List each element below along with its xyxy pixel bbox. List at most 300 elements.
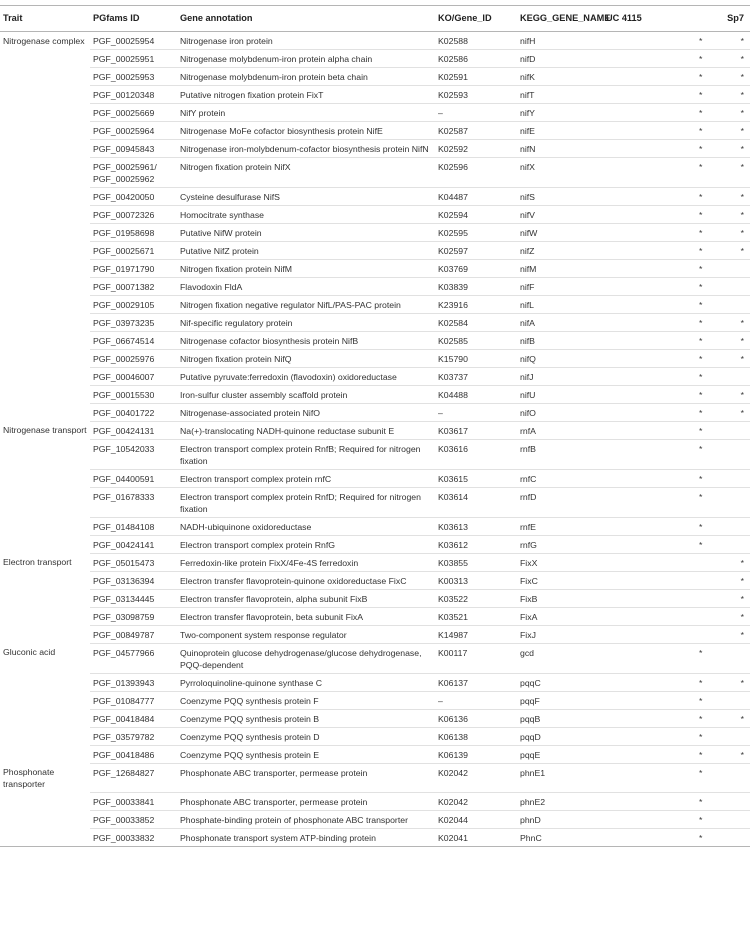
sp7-mark <box>699 278 750 296</box>
trait-cell: Nitrogenase transport <box>3 425 87 435</box>
pgfams-id: PGF_01958698 <box>90 224 177 242</box>
kegg-gene-name: FixJ <box>517 626 603 644</box>
table-row <box>0 104 750 122</box>
uc4115-mark: * <box>603 644 699 674</box>
gene-annotation: Nitrogenase cofactor biosynthesis protein NifB <box>177 332 435 350</box>
table-row <box>0 386 750 404</box>
gene-annotation: Electron transfer flavoprotein, beta subunit FixA <box>177 608 435 626</box>
pgfams-id: PGF_00072326 <box>90 206 177 224</box>
sp7-mark <box>699 488 750 518</box>
table-row <box>0 224 750 242</box>
pgfams-id: PGF_00025671 <box>90 242 177 260</box>
pgfams-id: PGF_12684827 <box>90 764 177 793</box>
table-row <box>0 674 750 692</box>
table-row <box>0 746 750 764</box>
sp7-mark: * <box>699 404 750 422</box>
pgfams-id: PGF_04400591 <box>90 470 177 488</box>
trait-cell <box>0 206 90 224</box>
pgfams-id: PGF_00015530 <box>90 386 177 404</box>
sp7-mark: * <box>699 206 750 224</box>
sp7-mark: * <box>699 224 750 242</box>
trait-cell <box>0 674 90 692</box>
sp7-mark: * <box>699 158 750 188</box>
ko-gene-id: K03615 <box>435 470 517 488</box>
kegg-gene-name: nifB <box>517 332 603 350</box>
sp7-mark <box>699 296 750 314</box>
pgfams-id: PGF_00424131 <box>90 422 177 440</box>
sp7-mark <box>699 764 750 793</box>
pgfams-id: PGF_00424141 <box>90 536 177 554</box>
sp7-mark: * <box>699 122 750 140</box>
table-row <box>0 764 750 793</box>
kegg-gene-name: FixB <box>517 590 603 608</box>
pgfams-id: PGF_00418484 <box>90 710 177 728</box>
table-row <box>0 728 750 746</box>
kegg-gene-name: nifH <box>520 35 536 46</box>
pgfams-id: PGF_00025669 <box>90 104 177 122</box>
table-body <box>0 32 750 847</box>
ko-gene-id: K06136 <box>435 710 517 728</box>
gene-annotation: Putative nitrogen fixation protein FixT <box>177 86 435 104</box>
table-row <box>0 188 750 206</box>
table-row <box>0 278 750 296</box>
sp7-mark: * <box>699 140 750 158</box>
uc4115-mark: * <box>603 140 699 158</box>
kegg-gene-name: nifL <box>517 296 603 314</box>
gene-annotation: Phosphonate ABC transporter, permease protein <box>177 764 435 793</box>
uc4115-mark: * <box>603 332 699 350</box>
kegg-gene-name: rnfC <box>517 470 603 488</box>
table-row <box>0 692 750 710</box>
uc4115-mark: * <box>603 188 699 206</box>
gene-annotation: NifY protein <box>177 104 435 122</box>
ko-gene-id: K02041 <box>435 829 517 847</box>
gene-annotation: Coenzyme PQQ synthesis protein E <box>177 746 435 764</box>
sp7-mark: * <box>699 332 750 350</box>
gene-annotation: Electron transfer flavoprotein-quinone oxidoreductase FixC <box>177 572 435 590</box>
ko-gene-id: K02584 <box>435 314 517 332</box>
sp7-mark: * <box>740 35 744 46</box>
uc4115-mark: * <box>603 674 699 692</box>
table-row <box>0 314 750 332</box>
sp7-mark <box>699 644 750 674</box>
kegg-gene-name: pqqC <box>517 674 603 692</box>
pgfams-id: PGF_00025953 <box>90 68 177 86</box>
uc4115-mark: * <box>603 536 699 554</box>
ko-gene-id: K06137 <box>435 674 517 692</box>
sp7-mark: * <box>699 86 750 104</box>
ko-gene-id: K02594 <box>435 206 517 224</box>
pgfams-id: PGF_00025954 <box>93 35 155 46</box>
uc4115-mark: * <box>603 710 699 728</box>
kegg-gene-name: FixC <box>517 572 603 590</box>
kegg-gene-name: nifA <box>517 314 603 332</box>
sp7-mark <box>699 728 750 746</box>
kegg-gene-name: nifE <box>517 122 603 140</box>
trait-cell <box>0 746 90 764</box>
gene-annotation: Two-component system response regulator <box>177 626 435 644</box>
trait-cell <box>0 518 90 536</box>
gene-annotation: Putative NifZ protein <box>177 242 435 260</box>
ko-gene-id: K02587 <box>435 122 517 140</box>
table-row <box>0 68 750 86</box>
pgfams-id: PGF_03136394 <box>90 572 177 590</box>
pgfams-id: PGF_00033832 <box>90 829 177 847</box>
uc4115-mark: * <box>603 350 699 368</box>
kegg-gene-name: FixA <box>517 608 603 626</box>
pgfams-id: PGF_00071382 <box>90 278 177 296</box>
table-row <box>0 206 750 224</box>
pgfams-id: PGF_03134445 <box>90 590 177 608</box>
table-row <box>0 811 750 829</box>
kegg-gene-name: nifZ <box>517 242 603 260</box>
uc4115-mark <box>603 572 699 590</box>
gene-annotation: Nitrogenase MoFe cofactor biosynthesis protein NifE <box>177 122 435 140</box>
uc4115-mark <box>603 590 699 608</box>
kegg-gene-name: nifD <box>517 50 603 68</box>
ko-gene-id: K00313 <box>435 572 517 590</box>
uc4115-mark: * <box>603 242 699 260</box>
gene-annotation: Na(+)-translocating NADH-quinone reductase subunit E <box>177 422 435 440</box>
header-gene-annotation: Gene annotation <box>177 6 435 32</box>
trait-cell <box>0 158 90 188</box>
sp7-mark: * <box>699 242 750 260</box>
sp7-mark: * <box>699 590 750 608</box>
gene-annotation: Cysteine desulfurase NifS <box>177 188 435 206</box>
kegg-gene-name: nifK <box>517 68 603 86</box>
table-row <box>0 590 750 608</box>
gene-annotation: Nif-specific regulatory protein <box>177 314 435 332</box>
ko-gene-id: K02597 <box>435 242 517 260</box>
uc4115-mark: * <box>603 68 699 86</box>
sp7-mark: * <box>699 626 750 644</box>
kegg-gene-name: rnfE <box>517 518 603 536</box>
table-row <box>0 572 750 590</box>
uc4115-mark: * <box>603 278 699 296</box>
table-row <box>0 440 750 470</box>
uc4115-mark <box>603 626 699 644</box>
pgfams-id: PGF_00025976 <box>90 350 177 368</box>
trait-cell <box>0 572 90 590</box>
trait-cell <box>0 536 90 554</box>
trait-cell <box>0 793 90 811</box>
sp7-mark: * <box>699 188 750 206</box>
gene-annotation: Phosphate-binding protein of phosphonate ABC transporter <box>177 811 435 829</box>
ko-gene-id: K03855 <box>435 554 517 572</box>
kegg-gene-name: rnfG <box>517 536 603 554</box>
trait-cell <box>0 332 90 350</box>
pgfams-id: PGF_03098759 <box>90 608 177 626</box>
pgfams-id: PGF_03973235 <box>90 314 177 332</box>
ko-gene-id: K02592 <box>435 140 517 158</box>
sp7-mark: * <box>699 104 750 122</box>
trait-cell <box>0 470 90 488</box>
trait-cell <box>0 608 90 626</box>
table-row <box>0 518 750 536</box>
uc4115-mark: * <box>699 35 703 46</box>
trait-cell <box>0 710 90 728</box>
pgfams-id: PGF_00025961/ PGF_00025962 <box>90 158 177 188</box>
gene-annotation: Coenzyme PQQ synthesis protein B <box>177 710 435 728</box>
table-row <box>0 122 750 140</box>
pgfams-id: PGF_06674514 <box>90 332 177 350</box>
header-ko-gene-id: KO/Gene_ID <box>435 6 517 32</box>
trait-cell <box>0 728 90 746</box>
pgfams-id: PGF_01971790 <box>90 260 177 278</box>
trait-cell <box>0 188 90 206</box>
uc4115-mark: * <box>603 422 699 440</box>
uc4115-mark: * <box>603 746 699 764</box>
uc4115-mark: * <box>603 793 699 811</box>
gene-annotation: NADH-ubiquinone oxidoreductase <box>177 518 435 536</box>
trait-cell <box>0 260 90 278</box>
trait-cell <box>0 829 90 847</box>
uc4115-mark: * <box>603 470 699 488</box>
kegg-gene-name: pqqE <box>517 746 603 764</box>
kegg-gene-name: nifO <box>517 404 603 422</box>
kegg-gene-name: FixX <box>517 554 603 572</box>
ko-gene-id: K14987 <box>435 626 517 644</box>
pgfams-id: PGF_00849787 <box>90 626 177 644</box>
kegg-gene-name: phnE1 <box>517 764 603 793</box>
sp7-mark: * <box>699 350 750 368</box>
gene-annotation: Electron transport complex protein rnfC <box>177 470 435 488</box>
uc4115-mark: * <box>603 224 699 242</box>
uc4115-mark: * <box>603 386 699 404</box>
ko-gene-id: – <box>435 104 517 122</box>
table-row <box>0 404 750 422</box>
kegg-gene-name: PhnC <box>517 829 603 847</box>
gene-annotation: Nitrogenase molybdenum-iron protein alpha chain <box>177 50 435 68</box>
uc4115-mark: * <box>603 764 699 793</box>
gene-annotation: Electron transport complex protein RnfD; Required for nitrogen fixation <box>177 488 435 518</box>
table-row <box>0 626 750 644</box>
gene-annotation: Iron-sulfur cluster assembly scaffold protein <box>177 386 435 404</box>
sp7-mark: * <box>699 554 750 572</box>
ko-gene-id: K03737 <box>435 368 517 386</box>
gene-annotation: Ferredoxin-like protein FixX/4Fe-4S ferredoxin <box>177 554 435 572</box>
trait-cell: Nitrogenase complex <box>3 35 85 46</box>
sp7-mark <box>699 793 750 811</box>
table-row <box>0 368 750 386</box>
sp7-mark: * <box>699 572 750 590</box>
sp7-mark <box>699 811 750 829</box>
gene-annotation: Nitrogen fixation protein NifX <box>177 158 435 188</box>
table-header <box>0 6 750 32</box>
uc4115-mark: * <box>603 404 699 422</box>
sp7-mark <box>699 518 750 536</box>
ko-gene-id: K04487 <box>435 188 517 206</box>
ko-gene-id: K15790 <box>435 350 517 368</box>
pgfams-id: PGF_01484108 <box>90 518 177 536</box>
kegg-gene-name: nifT <box>517 86 603 104</box>
ko-gene-id: K02585 <box>435 332 517 350</box>
table-row <box>0 710 750 728</box>
pgfams-id: PGF_05015473 <box>90 554 177 572</box>
gene-annotation: Electron transport complex protein RnfG <box>177 536 435 554</box>
sp7-mark: * <box>699 68 750 86</box>
table-row <box>0 242 750 260</box>
pgfams-id: PGF_00033841 <box>90 793 177 811</box>
sp7-mark: * <box>699 674 750 692</box>
kegg-gene-name: nifW <box>517 224 603 242</box>
uc4115-mark: * <box>603 829 699 847</box>
kegg-gene-name: nifQ <box>517 350 603 368</box>
uc4115-mark: * <box>603 206 699 224</box>
ko-gene-id: K04488 <box>435 386 517 404</box>
trait-cell <box>0 626 90 644</box>
trait-cell <box>0 224 90 242</box>
trait-cell <box>0 590 90 608</box>
kegg-gene-name: rnfD <box>517 488 603 518</box>
kegg-gene-name: nifM <box>517 260 603 278</box>
trait-cell: Phosphonate transporter <box>3 767 55 789</box>
gene-annotation: Phosphonate transport system ATP-binding protein <box>177 829 435 847</box>
uc4115-mark: * <box>603 86 699 104</box>
ko-gene-id: – <box>435 692 517 710</box>
trait-cell <box>0 811 90 829</box>
trait-cell <box>0 104 90 122</box>
ko-gene-id: K03521 <box>435 608 517 626</box>
gene-annotation: Electron transfer flavoprotein, alpha subunit FixB <box>177 590 435 608</box>
ko-gene-id: K02593 <box>435 86 517 104</box>
ko-gene-id: K06138 <box>435 728 517 746</box>
uc4115-mark: * <box>603 122 699 140</box>
uc4115-mark: * <box>603 811 699 829</box>
gene-annotation: Putative NifW protein <box>177 224 435 242</box>
ko-gene-id: K03522 <box>435 590 517 608</box>
ko-gene-id: K03616 <box>435 440 517 470</box>
trait-cell <box>0 68 90 86</box>
ko-gene-id: K03613 <box>435 518 517 536</box>
uc4115-mark: * <box>603 314 699 332</box>
pgfams-id: PGF_00401722 <box>90 404 177 422</box>
kegg-gene-name: nifX <box>517 158 603 188</box>
ko-gene-id: K06139 <box>435 746 517 764</box>
uc4115-mark: * <box>603 440 699 470</box>
table-row <box>0 32 750 50</box>
gene-annotation: Coenzyme PQQ synthesis protein F <box>177 692 435 710</box>
pgfams-id: PGF_04577966 <box>90 644 177 674</box>
kegg-gene-name: pqqD <box>517 728 603 746</box>
table-row <box>0 536 750 554</box>
uc4115-mark: * <box>603 692 699 710</box>
trait-cell <box>0 314 90 332</box>
header-trait: Trait <box>0 6 90 32</box>
pgfams-id: PGF_01678333 <box>90 488 177 518</box>
trait-cell <box>0 488 90 518</box>
gene-annotation: Pyrroloquinoline-quinone synthase C <box>177 674 435 692</box>
kegg-gene-name: nifJ <box>517 368 603 386</box>
pgfams-id: PGF_00025964 <box>90 122 177 140</box>
table-row <box>0 50 750 68</box>
table-row <box>0 350 750 368</box>
uc4115-mark: * <box>603 368 699 386</box>
gene-table-container <box>0 5 750 847</box>
sp7-mark: * <box>699 746 750 764</box>
uc4115-mark: * <box>603 158 699 188</box>
gene-annotation: Nitrogen fixation protein NifM <box>177 260 435 278</box>
ko-gene-id: K02591 <box>435 68 517 86</box>
gene-annotation: Nitrogen fixation negative regulator NifL/PAS-PAC protein <box>177 296 435 314</box>
header-kegg-gene-name: KEGG_GENE_NAME <box>517 6 603 32</box>
sp7-mark <box>699 422 750 440</box>
uc4115-mark: * <box>603 50 699 68</box>
uc4115-mark: * <box>603 488 699 518</box>
kegg-gene-name: rnfB <box>517 440 603 470</box>
sp7-mark <box>699 536 750 554</box>
table-row <box>0 296 750 314</box>
header-pgfams-id: PGfams ID <box>90 6 177 32</box>
ko-gene-id: K00117 <box>435 644 517 674</box>
pgfams-id: PGF_00120348 <box>90 86 177 104</box>
gene-annotation: Nitrogenase-associated protein NifO <box>177 404 435 422</box>
gene-annotation: Putative pyruvate:ferredoxin (flavodoxin) oxidoreductase <box>177 368 435 386</box>
uc4115-mark: * <box>603 728 699 746</box>
sp7-mark: * <box>699 710 750 728</box>
sp7-mark: * <box>699 608 750 626</box>
trait-cell <box>0 368 90 386</box>
pgfams-id: PGF_10542033 <box>90 440 177 470</box>
ko-gene-id: – <box>435 404 517 422</box>
table-row <box>0 260 750 278</box>
ko-gene-id: K02586 <box>435 50 517 68</box>
sp7-mark: * <box>699 386 750 404</box>
gene-annotation: Nitrogenase iron-molybdenum-cofactor biosynthesis protein NifN <box>177 140 435 158</box>
gene-table <box>0 5 750 847</box>
table-row <box>0 829 750 847</box>
pgfams-id: PGF_00420050 <box>90 188 177 206</box>
gene-annotation: Nitrogen fixation protein NifQ <box>177 350 435 368</box>
trait-cell <box>0 140 90 158</box>
gene-annotation: Flavodoxin FldA <box>177 278 435 296</box>
kegg-gene-name: pqqB <box>517 710 603 728</box>
kegg-gene-name: nifU <box>517 386 603 404</box>
ko-gene-id: K02042 <box>435 793 517 811</box>
gene-annotation: Nitrogenase iron protein <box>180 35 273 46</box>
trait-cell <box>0 242 90 260</box>
table-row <box>0 140 750 158</box>
ko-gene-id: K02042 <box>435 764 517 793</box>
trait-cell <box>0 692 90 710</box>
ko-gene-id: K23916 <box>435 296 517 314</box>
ko-gene-id: K02595 <box>435 224 517 242</box>
table-row <box>0 488 750 518</box>
kegg-gene-name: rnfA <box>517 422 603 440</box>
uc4115-mark: * <box>603 518 699 536</box>
pgfams-id: PGF_03579782 <box>90 728 177 746</box>
ko-gene-id: K03617 <box>435 422 517 440</box>
kegg-gene-name: nifY <box>517 104 603 122</box>
ko-gene-id: K03839 <box>435 278 517 296</box>
uc4115-mark: * <box>603 104 699 122</box>
pgfams-id: PGF_00945843 <box>90 140 177 158</box>
sp7-mark: * <box>699 50 750 68</box>
pgfams-id: PGF_01084777 <box>90 692 177 710</box>
table-row <box>0 86 750 104</box>
kegg-gene-name: nifF <box>517 278 603 296</box>
pgfams-id: PGF_00029105 <box>90 296 177 314</box>
sp7-mark: * <box>699 314 750 332</box>
sp7-mark <box>699 440 750 470</box>
sp7-mark <box>699 692 750 710</box>
trait-cell <box>0 440 90 470</box>
kegg-gene-name: nifS <box>517 188 603 206</box>
ko-gene-id: K03612 <box>435 536 517 554</box>
trait-cell <box>0 296 90 314</box>
trait-cell: Gluconic acid <box>3 647 56 657</box>
table-row <box>0 158 750 188</box>
